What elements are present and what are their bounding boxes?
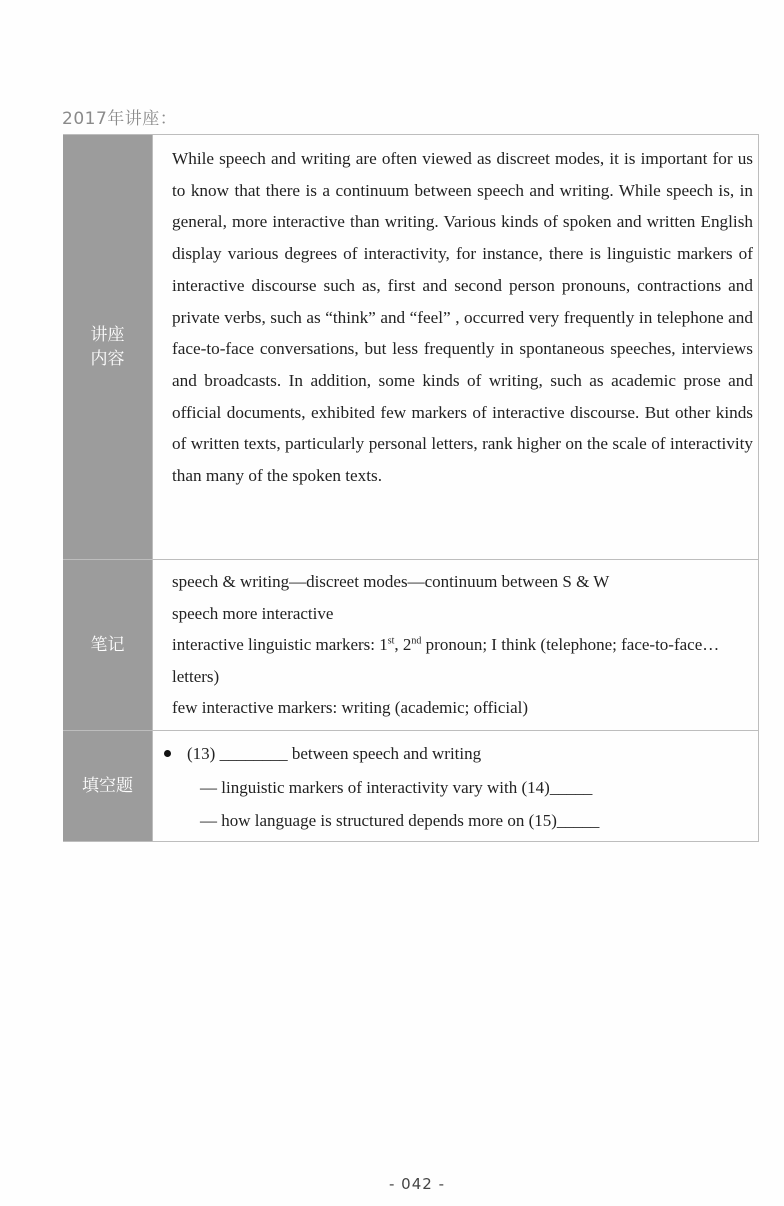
- note-text: pronoun; I think (telephone; face-to-face…letters): [172, 635, 720, 686]
- fill-in-cell: [152, 731, 758, 841]
- row-label-cell: [63, 731, 152, 841]
- row-label-cell: [63, 135, 152, 559]
- lecture-paragraph: While speech and writing are often viewed as discreet modes, it is important for us to know that there is a continuum between speech and writing. While speech is, in general, more interactive than writing. Various kinds of spoken and written English display various degrees of interactivity, for instance, there is linguistic markers of interactive discourse such as, first and second person pronouns, contractions and private verbs, such as “think” and “feel” , occurred very frequently in telephone and face-to-face conversations, but less frequently in spontaneous speeches, interviews and broadcasts. In addition, some kinds of writing, such as academic prose and official documents, exhibited few markers of interactive discourse. But other kinds of written texts, particularly personal letters, rank higher on the scale of interactivity than many of the spoken texts.: [172, 149, 753, 486]
- note-text: interactive linguistic markers: 1: [172, 635, 388, 654]
- note-line: speech & writing—discreet modes—continuum between S & W: [172, 572, 610, 591]
- table-row-notes: [63, 560, 758, 731]
- row-label-fill-in: 填空题: [82, 776, 133, 796]
- note-line: speech more interactive: [172, 603, 334, 623]
- superscript: nd: [411, 635, 422, 647]
- fill-in-text: (13) ________ between speech and writing: [187, 744, 482, 763]
- row-label-lecture-content: 讲座 内容: [90, 325, 125, 369]
- notes-cell: [152, 560, 758, 730]
- note-line: few interactive markers: writing (academic; official): [172, 698, 529, 717]
- fill-in-line: — linguistic markers of interactivity vary with (14)_____: [200, 777, 593, 797]
- table-row-lecture-content: [63, 135, 758, 560]
- fill-in-line: — how language is structured depends more on (15)_____: [200, 811, 600, 830]
- page-number: - 042 -: [389, 1175, 445, 1193]
- superscript: st: [387, 635, 395, 647]
- row-label-notes: 笔记: [90, 635, 125, 655]
- note-line: [172, 629, 753, 692]
- fill-in-line: [172, 737, 753, 771]
- note-text: , 2: [394, 635, 412, 654]
- lecture-content-cell: [152, 135, 758, 559]
- section-heading: 2017年讲座：: [62, 109, 178, 129]
- bullet-icon: [164, 750, 171, 757]
- lecture-table: [63, 134, 759, 842]
- table-row-fill-in: [63, 731, 758, 842]
- row-label-cell: [63, 560, 152, 730]
